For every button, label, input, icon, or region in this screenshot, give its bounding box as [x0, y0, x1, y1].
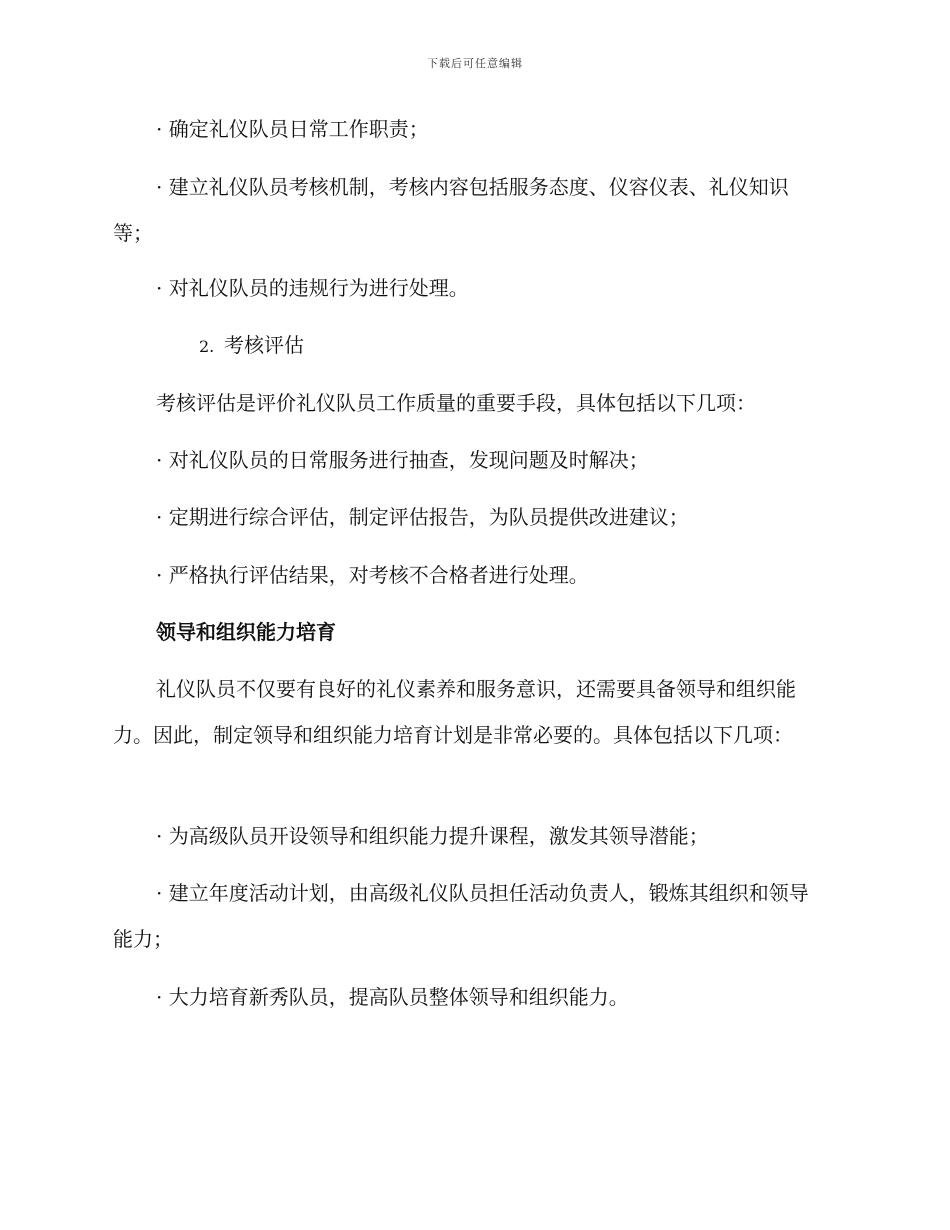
bullet-item: · 定期进行综合评估，制定评估报告，为队员提供改进建议； [156, 505, 689, 529]
paragraph: 考核评估是评价礼仪队员工作质量的重要手段，具体包括以下几项： [156, 391, 756, 415]
bullet-item: · 对礼仪队员的违规行为进行处理。 [156, 276, 469, 300]
section-heading [113, 322, 828, 370]
bullet-item: · 建立年度活动计划，由高级礼仪队员担任活动负责人，锻炼其组织和领导能力； [113, 881, 809, 951]
bullet-item: · 建立礼仪队员考核机制，考核内容包括服务态度、仪容仪表、礼仪知识等； [113, 175, 789, 245]
section-number: 2. [199, 337, 215, 356]
bullet-item: · 大力培育新秀队员，提高队员整体领导和组织能力。 [156, 985, 629, 1009]
section-title: 考核评估 [224, 333, 304, 357]
paragraph: 礼仪队员不仅要有良好的礼仪素养和服务意识，还需要具备领导和组织能力。因此，制定领导和组织能力培育计划是非常必要的。具体包括以下几项： [113, 677, 796, 747]
section-heading: 领导和组织能力培育 [156, 620, 336, 644]
bullet-item: · 确定礼仪队员日常工作职责； [156, 117, 429, 141]
bullet-item: · 对礼仪队员的日常服务进行抽查，发现问题及时解决； [156, 448, 649, 472]
page-header: 下载后可任意编辑 [427, 57, 523, 70]
bullet-item: · 为高级队员开设领导和组织能力提升课程，激发其领导潜能； [156, 824, 709, 848]
bullet-item: · 严格执行评估结果，对考核不合格者进行处理。 [156, 563, 589, 587]
